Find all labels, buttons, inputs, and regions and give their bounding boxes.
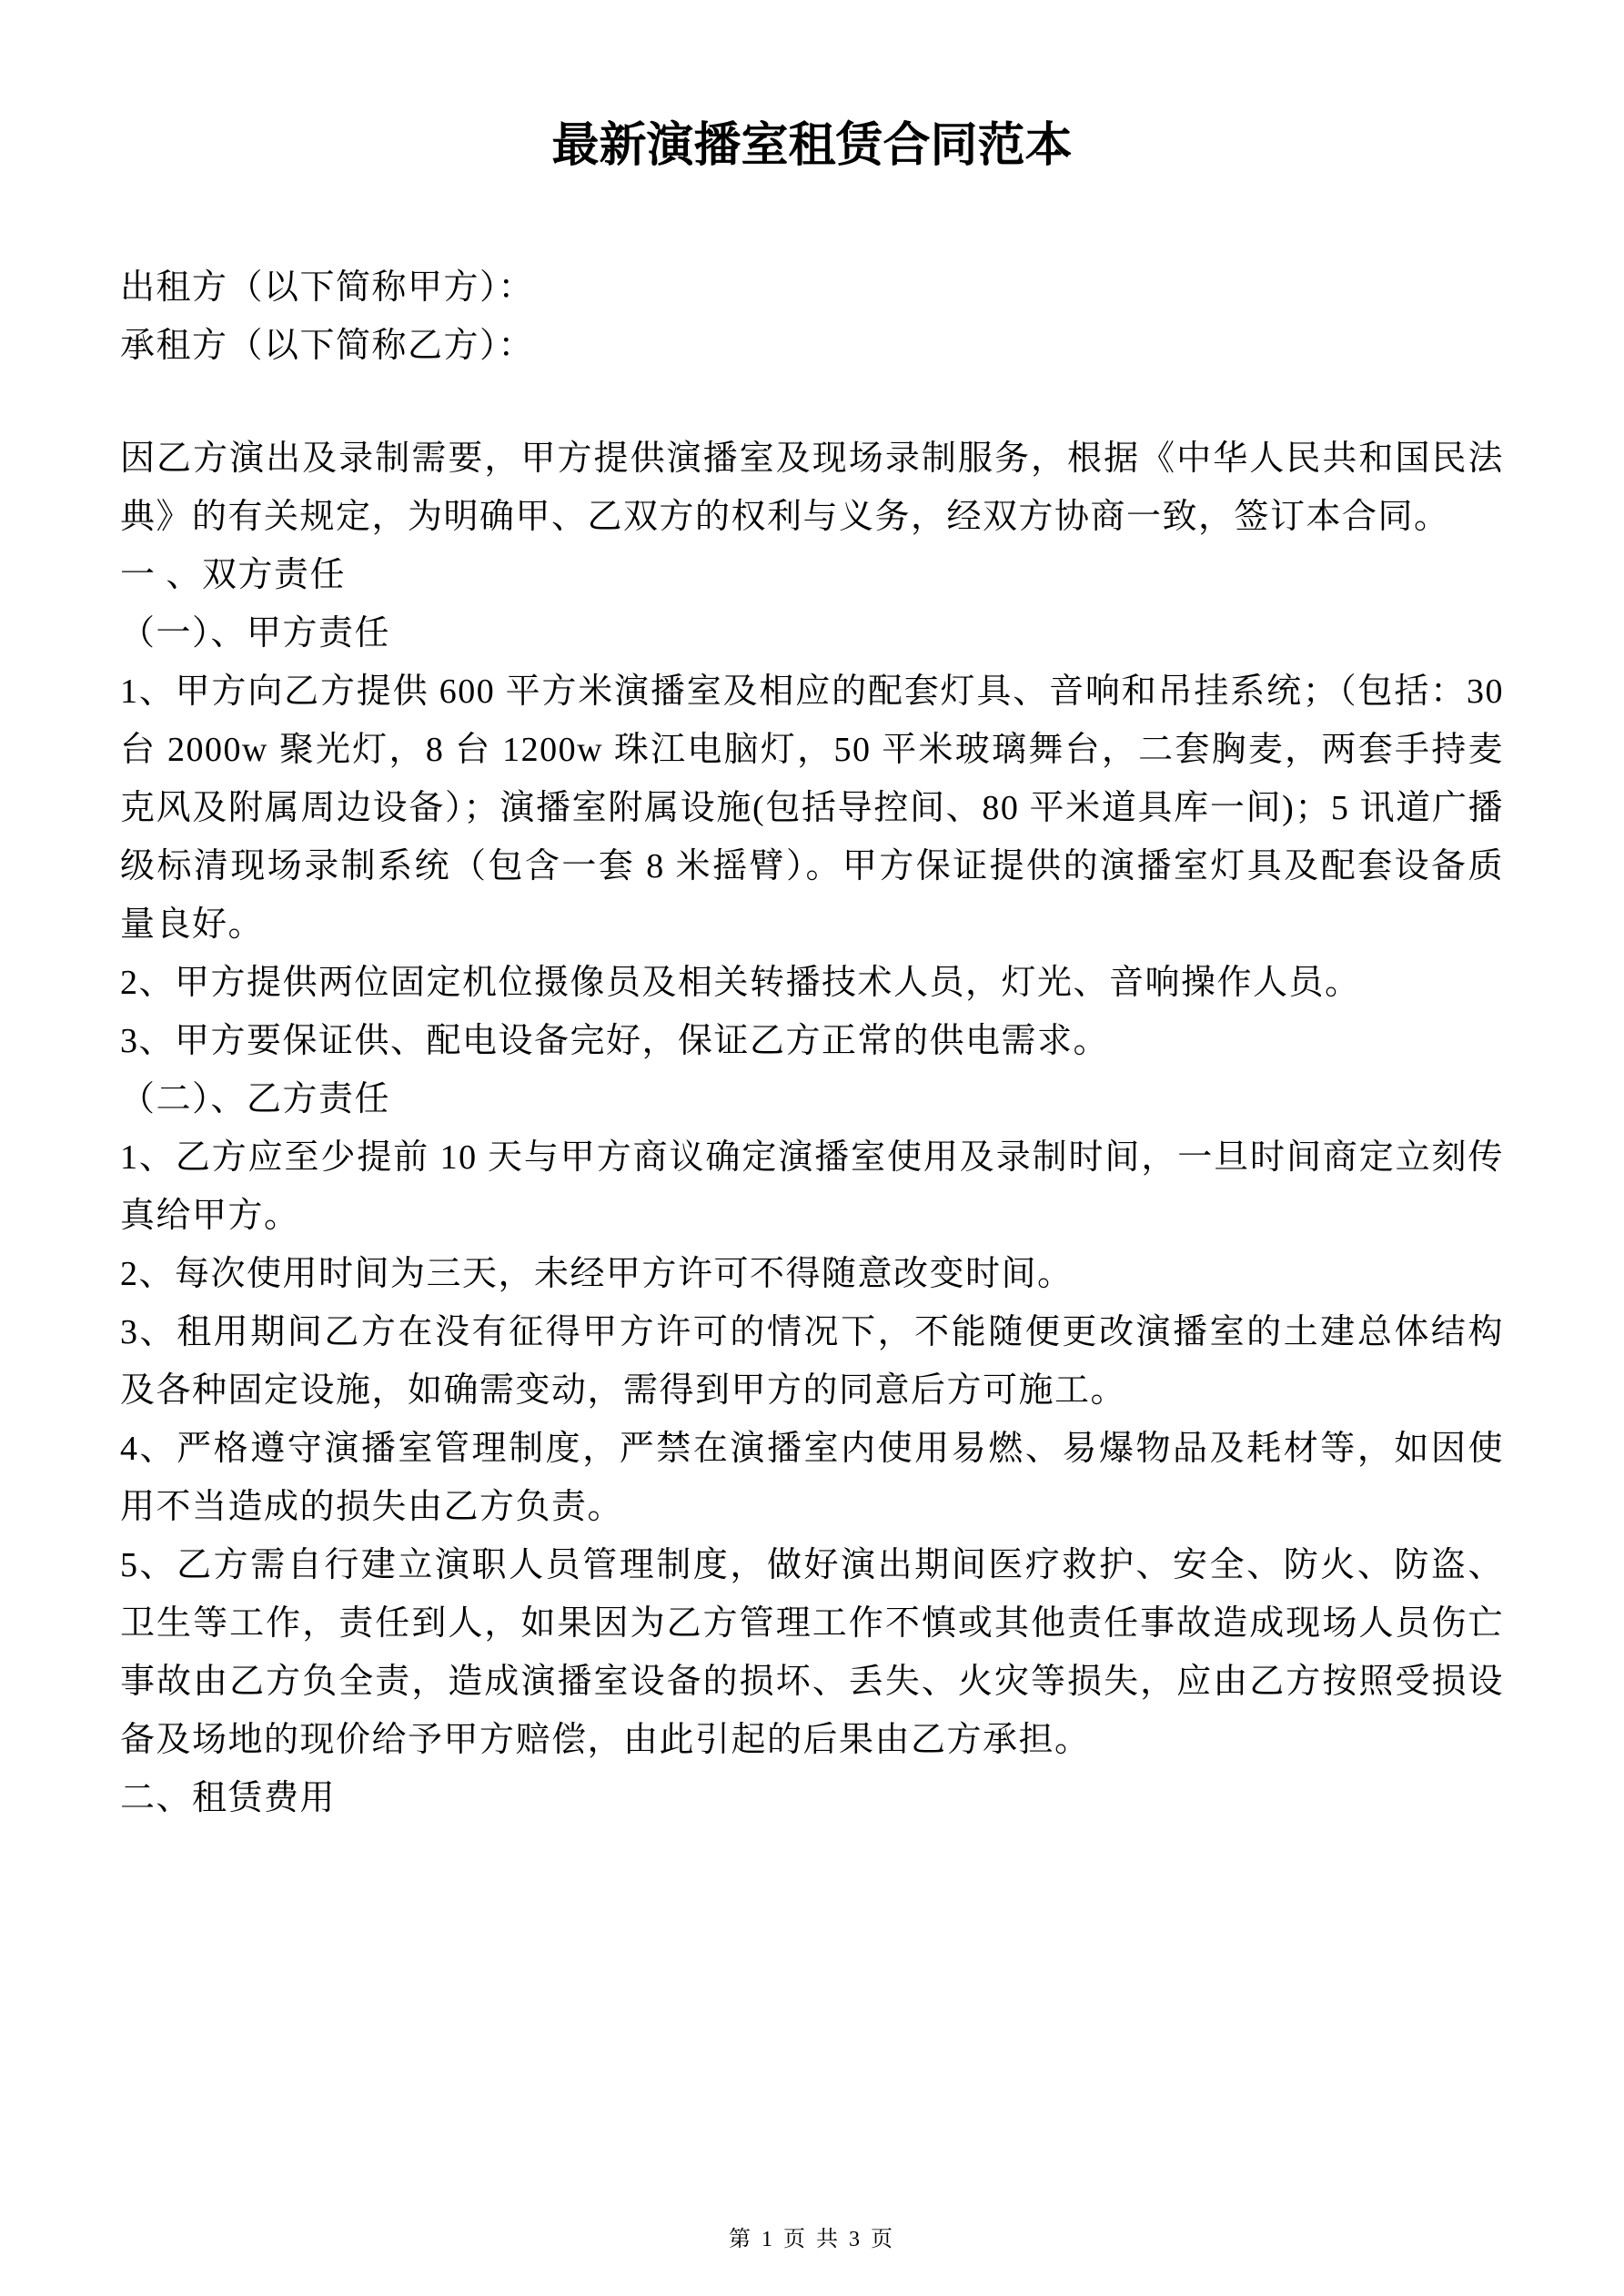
- document-body: [120, 258, 1504, 1827]
- contract-paragraph: 二、租赁费用: [120, 1779, 337, 1817]
- contract-paragraph: 3、租用期间乙方在没有征得甲方许可的情况下，不能随便更改演播室的土建总体结构及各种固定设施，如确需变动，需得到甲方的同意后方可施工。: [120, 1313, 1504, 1410]
- contract-paragraph: 出租方（以下简称甲方）：: [120, 268, 535, 307]
- contract-paragraph: 承租方（以下简称乙方）：: [120, 327, 535, 365]
- contract-paragraph: （一）、甲方责任: [120, 614, 391, 652]
- contract-paragraph: 1、甲方向乙方提供 600 平方米演播室及相应的配套灯具、音响和吊挂系统；（包括：30 台 2000w 聚光灯，8 台 1200w 珠江电脑灯，50 平米玻璃舞台，二套胸麦，两套手持麦克风及附属周边设备）；演播室附属设施(包括导控间、80 平米道具库一间)；5 讯道广播级标清现场录制系统（包含一套 8 米摇臂）。甲方保证提供的演播室灯具及配套设备质量良好。: [120, 673, 1504, 944]
- contract-paragraph: 2、每次使用时间为三天，未经甲方许可不得随意改变时间。: [120, 1255, 1074, 1293]
- blank-line: [120, 375, 1504, 430]
- page-number-footer: 第 1 页 共 3 页: [729, 2228, 895, 2251]
- document-title: 最新演播室租赁合同范本: [551, 119, 1073, 172]
- contract-paragraph: 因乙方演出及录制需要，甲方提供演播室及现场录制服务，根据《中华人民共和国民法典》的有关规定，为明确甲、乙双方的权利与义务，经双方协商一致，签订本合同。: [120, 440, 1504, 536]
- contract-paragraph: （二）、乙方责任: [120, 1080, 391, 1118]
- contract-paragraph: 一 、双方责任: [120, 556, 347, 594]
- contract-paragraph: 2、甲方提供两位固定机位摄像员及相关转播技术人员，灯光、音响操作人员。: [120, 964, 1361, 1002]
- contract-paragraph: 1、乙方应至少提前 10 天与甲方商议确定演播室使用及录制时间，一旦时间商定立刻传真给甲方。: [120, 1138, 1504, 1235]
- contract-paragraph: 3、甲方要保证供、配电设备完好，保证乙方正常的供电需求。: [120, 1022, 1110, 1060]
- contract-paragraph: 5、乙方需自行建立演职人员管理制度，做好演出期间医疗救护、安全、防火、防盗、卫生等工作，责任到人，如果因为乙方管理工作不慎或其他责任事故造成现场人员伤亡事故由乙方负全责，造成演播室设备的损坏、丢失、火灾等损失，应由乙方按照受损设备及场地的现价给予甲方赔偿，由此引起的后果由乙方承担。: [120, 1546, 1504, 1759]
- contract-paragraph: 4、严格遵守演播室管理制度，严禁在演播室内使用易燃、易爆物品及耗材等，如因使用不当造成的损失由乙方负责。: [120, 1430, 1504, 1526]
